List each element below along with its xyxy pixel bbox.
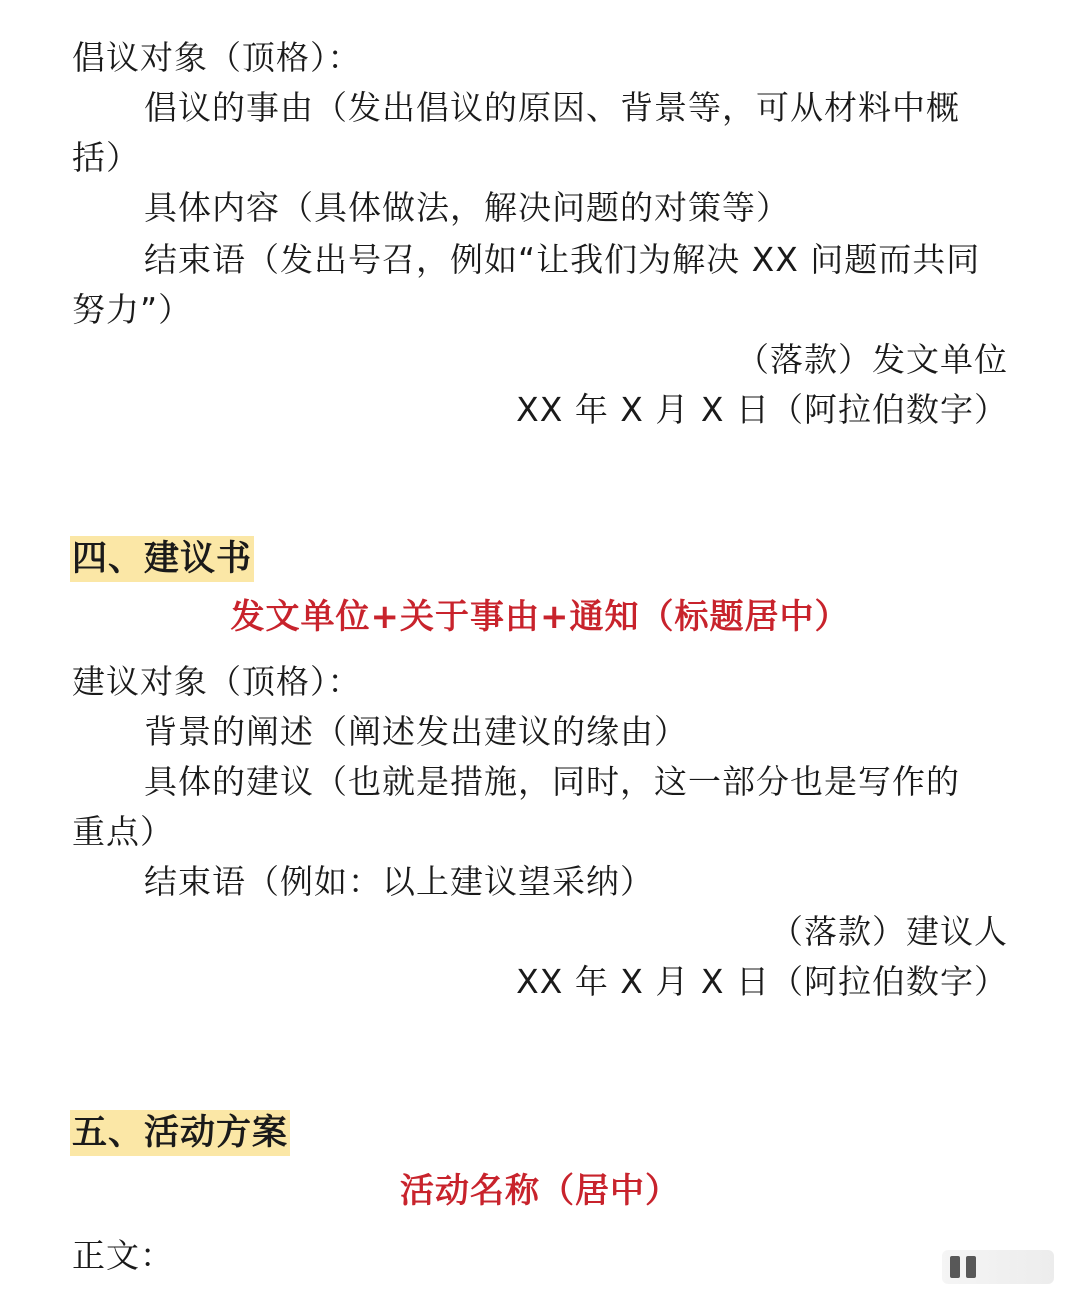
suggestion-title-format: 发文单位+关于事由+通知（标题居中） [230, 597, 850, 637]
suggestion-date: XX 年 X 月 X 日（阿拉伯数字） [516, 962, 1008, 1001]
suggestion-closing: 结束语（例如：以上建议望采纳） [144, 862, 654, 901]
proposal-closing-line1: 结束语（发出号召，例如“让我们为解决 XX 问题而共同 [144, 240, 981, 279]
activity-body-label: 正文： [72, 1236, 174, 1275]
suggestion-detail-line1: 具体的建议（也就是措施，同时，这一部分也是写作的 [144, 762, 960, 801]
watermark-bar-icon [950, 1256, 960, 1278]
activity-title-format: 活动名称（居中） [400, 1171, 680, 1211]
watermark-bar-icon [966, 1256, 976, 1278]
section-heading-activity-plan: 五、活动方案 [70, 1110, 290, 1156]
proposal-closing-line2: 努力”） [72, 290, 193, 329]
proposal-reason-line1: 倡议的事由（发出倡议的原因、背景等，可从材料中概 [144, 88, 960, 127]
suggestion-detail-line2: 重点） [72, 812, 174, 851]
section-heading-suggestion-letter: 四、建议书 [70, 536, 254, 582]
proposal-date: XX 年 X 月 X 日（阿拉伯数字） [516, 390, 1008, 429]
proposal-addressee: 倡议对象（顶格）： [72, 38, 362, 77]
proposal-reason-line2: 括） [72, 138, 140, 177]
watermark-logo-icon [942, 1250, 1054, 1284]
proposal-signature: （落款）发文单位 [736, 340, 1008, 379]
proposal-content: 具体内容（具体做法，解决问题的对策等） [144, 188, 790, 227]
suggestion-background: 背景的阐述（阐述发出建议的缘由） [144, 712, 688, 751]
suggestion-signature: （落款）建议人 [770, 912, 1008, 951]
suggestion-addressee: 建议对象（顶格）： [72, 662, 362, 701]
